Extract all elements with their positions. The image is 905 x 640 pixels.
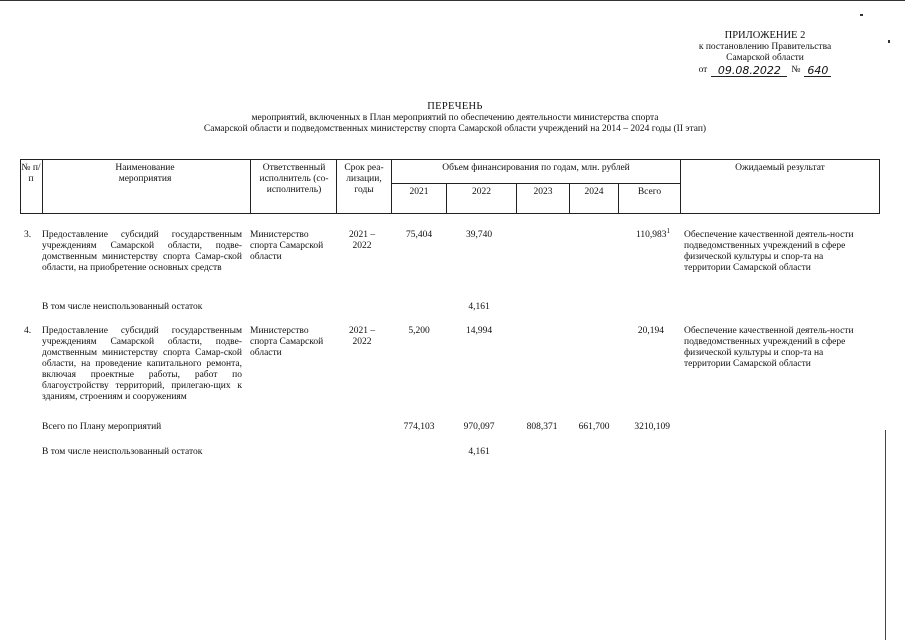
value-2022: 4,161 [468, 302, 490, 312]
appendix-title: ПРИЛОЖЕНИЕ 2 [724, 30, 806, 41]
table-border [20, 159, 880, 160]
value-total-number: 110,983 [635, 230, 667, 240]
document-subtitle: мероприятий, включенных в План мероприятий по обеспечению деятельности министерства спорта [251, 113, 659, 124]
header-year-2024: 2024 [584, 187, 604, 197]
value-2024: 661,700 [578, 422, 610, 432]
row-term: 2021 – 2022 [348, 326, 376, 347]
row-name: Предоставление субсидий государственным учреждениям Самарской области, подве-домственным министерству спорта Самар-ской области, на приобретение основных средств [42, 230, 242, 273]
value-total: 20,194 [637, 326, 664, 336]
value-2023: 808,371 [526, 422, 558, 432]
value-2022: 970,097 [463, 422, 495, 432]
handwritten-date: 09.08.2022 [711, 65, 787, 77]
header-year-2022: 2022 [472, 187, 491, 197]
value-2022: 14,994 [465, 326, 493, 336]
header-name: Наименование мероприятия [115, 163, 175, 184]
appendix-date-line [690, 65, 840, 77]
row-number: 4. [24, 326, 32, 336]
scan-mark [860, 14, 863, 16]
table-header [20, 159, 880, 214]
table-border [250, 159, 251, 214]
header-total: Всего [637, 187, 662, 197]
from-label: от [698, 64, 708, 75]
number-label: № [791, 64, 801, 75]
header-num: № п/п [21, 163, 41, 184]
header-executor: Ответственный исполнитель (со-исполнитель) [259, 163, 329, 195]
value-2021: 774,103 [403, 422, 435, 432]
scan-edge-line [885, 430, 886, 640]
row-term: 2021 – 2022 [348, 230, 376, 251]
row-subtotal-label: В том числе неиспользованный остаток [42, 302, 203, 312]
table-border [20, 213, 880, 214]
row-result: Обеспечение качественной деятель-ности подведомственных учреждений в сфере физической культуры и спор-та на территории Самарской области [684, 326, 854, 369]
value-2022: 39,740 [465, 230, 493, 240]
value-total: 3210,109 [634, 422, 670, 432]
row-name: Предоставление субсидий государственным учреждениям Самарской области, подве-домственным министерству спорта Самар-ской области, на проведение капитального ремонта, включая проектные работы, работ по благоустройству территорий, прилегаю-щих к зданиям, строениям и сооружениям [42, 326, 242, 402]
appendix-line: к постановлению Правительства [698, 42, 832, 53]
table-border [879, 159, 880, 214]
header-term: Срок реа-лизации, годы [344, 163, 384, 195]
document-title: ПЕРЕЧЕНЬ [427, 101, 483, 112]
appendix-line: Самарской области [726, 52, 804, 63]
header-year-2021: 2021 [409, 187, 429, 197]
value-2021: 75,404 [405, 230, 433, 240]
document-subtitle: Самарской области и подведомственных министерству спорта Самарской области учреждений на 2014 – 2024 годы (II этап) [203, 123, 707, 134]
header-funding: Объем финансирования по годам, млн. рублей [442, 163, 630, 173]
value-2022: 4,161 [468, 447, 490, 457]
row-number: 3. [24, 230, 32, 240]
table-border [42, 159, 43, 214]
header-result: Ожидаемый результат [735, 163, 825, 173]
document-heading [160, 101, 750, 135]
footnote-marker: 1 [666, 226, 670, 235]
row-executor: Министерство спорта Самарской области [250, 326, 324, 358]
row-executor: Министерство спорта Самарской области [250, 230, 324, 262]
header-year-2023: 2023 [533, 187, 553, 197]
value-2021: 5,200 [408, 326, 430, 336]
row-subtotal-label: В том числе неиспользованный остаток [42, 447, 203, 457]
top-border-line [0, 0, 905, 1]
value-total [612, 226, 670, 241]
row-result: Обеспечение качественной деятель-ности подведомственных учреждений в сфере физической культуры и спор-та на территории Самарской области [684, 230, 854, 273]
handwritten-number: 640 [804, 65, 831, 77]
table-border [391, 183, 680, 184]
scan-mark [888, 40, 890, 43]
appendix-block [690, 30, 840, 77]
row-total-label: Всего по Плану мероприятий [42, 422, 162, 432]
